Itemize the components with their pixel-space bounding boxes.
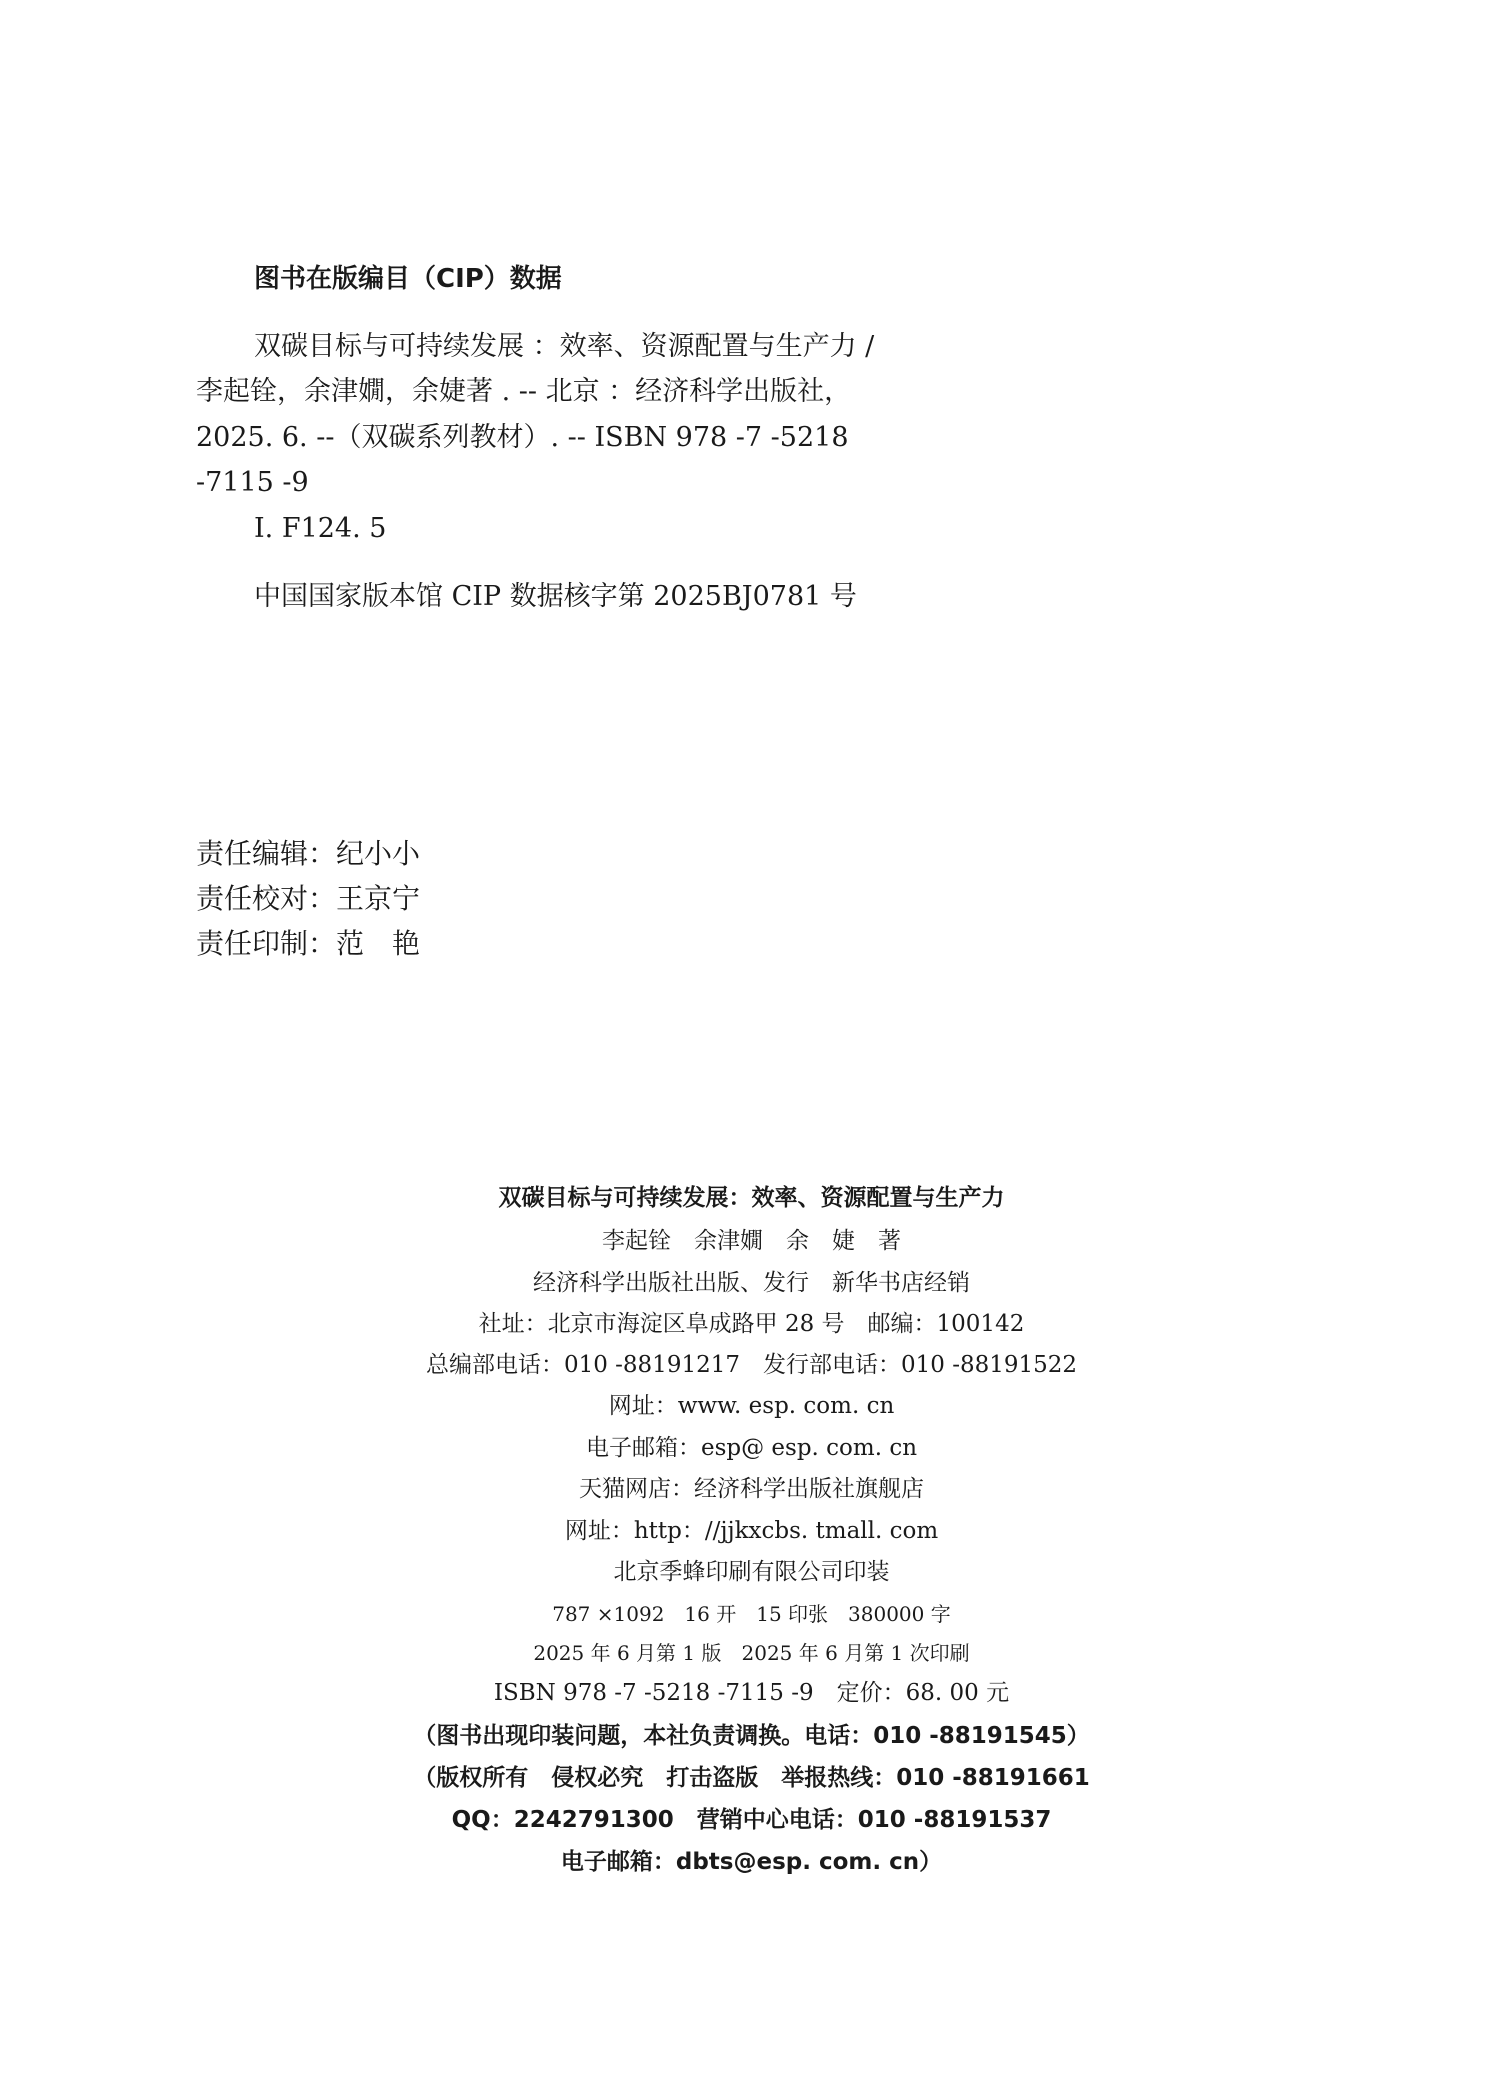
colophon-printer: 北京季蜂印刷有限公司印装 — [613, 1559, 890, 1585]
colophon-address: 社址：北京市海淀区阜成路甲 28 号 邮编：100142 — [478, 1311, 1025, 1337]
colophon-notice-quality: （图书出现印装问题，本社负责调换。电话：010 -88191545） — [413, 1723, 1090, 1749]
credit-printing-name: 范 艳 — [336, 927, 421, 960]
credit-proofreader-name: 王京宁 — [336, 882, 421, 915]
cip-heading: 图书在版编目（CIP）数据 — [254, 264, 562, 294]
colophon-authors: 李起铨 余津嫺 余 婕 著 — [602, 1228, 901, 1254]
credit-proofreader — [196, 882, 421, 915]
colophon-website: 网址：www. esp. com. cn — [608, 1393, 895, 1419]
cip-line-1: 双碳目标与可持续发展 ：效率、资源配置与生产力 / — [254, 331, 875, 362]
credit-proofreader-label: 责任校对： — [196, 882, 337, 915]
colophon-publisher: 经济科学出版社出版、发行 新华书店经销 — [533, 1270, 970, 1296]
colophon-tmall-store: 天猫网店：经济科学出版社旗舰店 — [579, 1476, 924, 1502]
cip-line-3: 2025. 6. --（双碳系列教材）. -- ISBN 978 -7 -5218 — [196, 422, 849, 453]
credit-editor-label: 责任编辑： — [196, 837, 337, 870]
colophon-phones: 总编部电话：010 -88191217 发行部电话：010 -88191522 — [425, 1352, 1078, 1378]
credit-editor — [196, 837, 421, 870]
colophon-notice-email: 电子邮箱：dbts@esp. com. cn） — [560, 1849, 943, 1875]
cip-line-4: -7115 -9 — [196, 467, 309, 498]
credit-editor-name: 纪小小 — [336, 837, 421, 870]
colophon-edition: 2025 年 6 月第 1 版 2025 年 6 月第 1 次印刷 — [533, 1641, 970, 1665]
colophon-tmall-url: 网址：http：//jjkxcbs. tmall. com — [564, 1518, 939, 1544]
cip-line-2: 李起铨，余津嫺，余婕著 . -- 北京 ：经济科学出版社， — [196, 376, 852, 407]
credit-printing — [196, 927, 421, 960]
credit-printing-label: 责任印制： — [196, 927, 337, 960]
colophon-email: 电子邮箱：esp@ esp. com. cn — [585, 1435, 918, 1461]
cip-record-number: 中国国家版本馆 CIP 数据核字第 2025BJ0781 号 — [254, 581, 857, 612]
colophon-notice-qq: QQ：2242791300 营销中心电话：010 -88191537 — [451, 1807, 1052, 1833]
colophon-isbn-price: ISBN 978 -7 -5218 -7115 -9 定价：68. 00 元 — [493, 1680, 1010, 1706]
cip-classification: Ⅰ. F124. 5 — [254, 513, 387, 544]
colophon-notice-rights: （版权所有 侵权必究 打击盗版 举报热线：010 -88191661 — [413, 1765, 1090, 1791]
colophon-specs: 787 ×1092 16 开 15 印张 380000 字 — [552, 1602, 951, 1626]
colophon-title: 双碳目标与可持续发展：效率、资源配置与生产力 — [498, 1185, 1005, 1211]
